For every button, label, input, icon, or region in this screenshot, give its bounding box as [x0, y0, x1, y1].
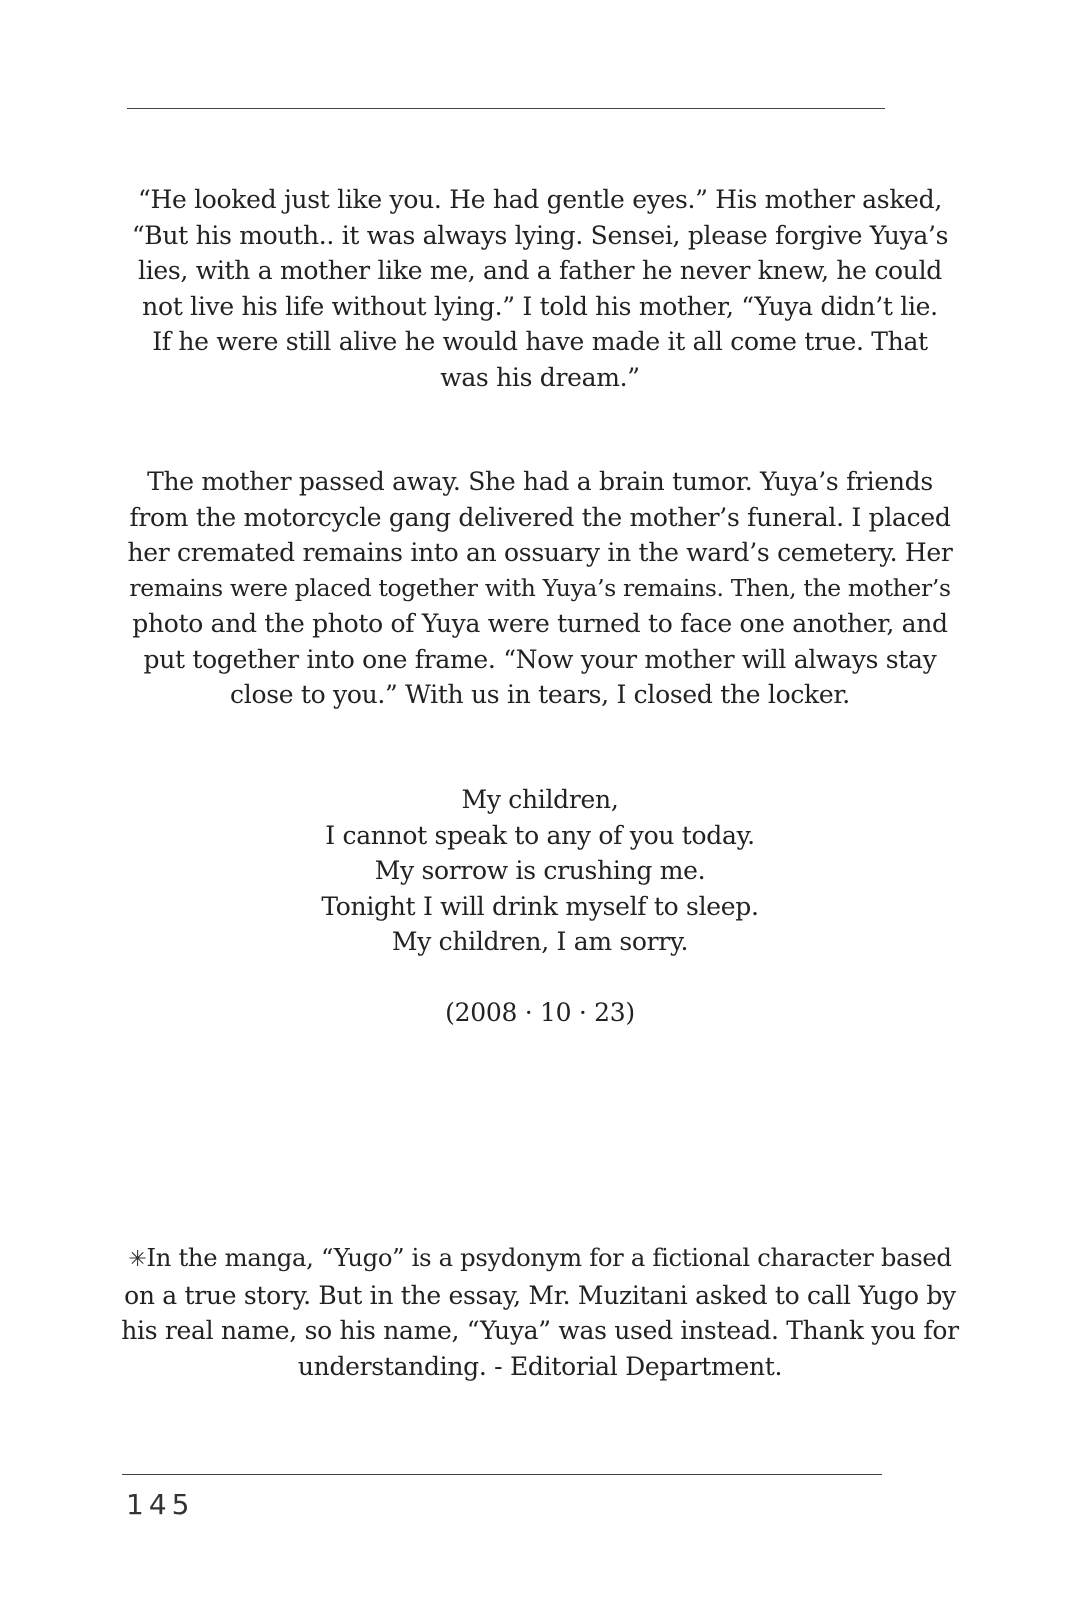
text-line: photo and the photo of Yuya were turned to face one another, and: [132, 609, 948, 638]
page-number: 145: [126, 1488, 195, 1521]
text-line: close to you.” With us in tears, I closed the locker.: [230, 680, 850, 709]
poem-line: I cannot speak to any of you today.: [325, 820, 755, 850]
text-line: was his dream.”: [440, 362, 640, 392]
poem-line: Tonight I will drink myself to sleep.: [321, 891, 759, 921]
bottom-rule: [122, 1474, 882, 1475]
text-line: not live his life without lying.” I told his mother, “Yuya didn’t lie.: [142, 291, 938, 321]
poem: [120, 782, 960, 960]
paragraph-mother-conversation: [120, 182, 960, 395]
text-line: her cremated remains into an ossuary in the ward’s cemetery. Her: [127, 538, 953, 567]
text-line: from the motorcycle gang delivered the mother’s funeral. I placed: [129, 502, 951, 532]
top-rule: [127, 108, 885, 109]
editorial-note: [120, 1240, 960, 1384]
text-line: put together into one frame. “Now your mother will always stay: [143, 644, 937, 674]
note-line: on a true story. But in the essay, Mr. Muzitani asked to call Yugo by: [124, 1280, 956, 1310]
entry-date: (2008 · 10 · 23): [445, 998, 635, 1027]
text-line: lies, with a mother like me, and a father he never knew, he could: [138, 256, 942, 285]
text-line: “He looked just like you. He had gentle eyes.” His mother asked,: [137, 185, 943, 214]
asterisk-icon: ✳: [128, 1247, 147, 1272]
text-line: If he were still alive he would have made it all come true. That: [152, 327, 928, 356]
text-line: The mother passed away. She had a brain tumor. Yuya’s friends: [147, 467, 933, 496]
poem-line: My sorrow is crushing me.: [374, 856, 706, 885]
note-line: [120, 1240, 960, 1278]
text-line: “But his mouth.. it was always lying. Sensei, please forgive Yuya’s: [131, 220, 949, 250]
note-line: his real name, so his name, “Yuya” was used instead. Thank you for: [121, 1316, 959, 1345]
text-line: remains were placed together with Yuya’s remains. Then, the mother’s: [129, 573, 951, 602]
note-text: In the manga, “Yugo” is a psydonym for a fictional character based: [146, 1243, 952, 1272]
paragraph-mother-passed-away: [120, 464, 960, 713]
poem-line: My children, I am sorry.: [391, 927, 689, 956]
note-line: understanding. - Editorial Department.: [297, 1351, 783, 1381]
poem-line: My children,: [461, 785, 619, 814]
